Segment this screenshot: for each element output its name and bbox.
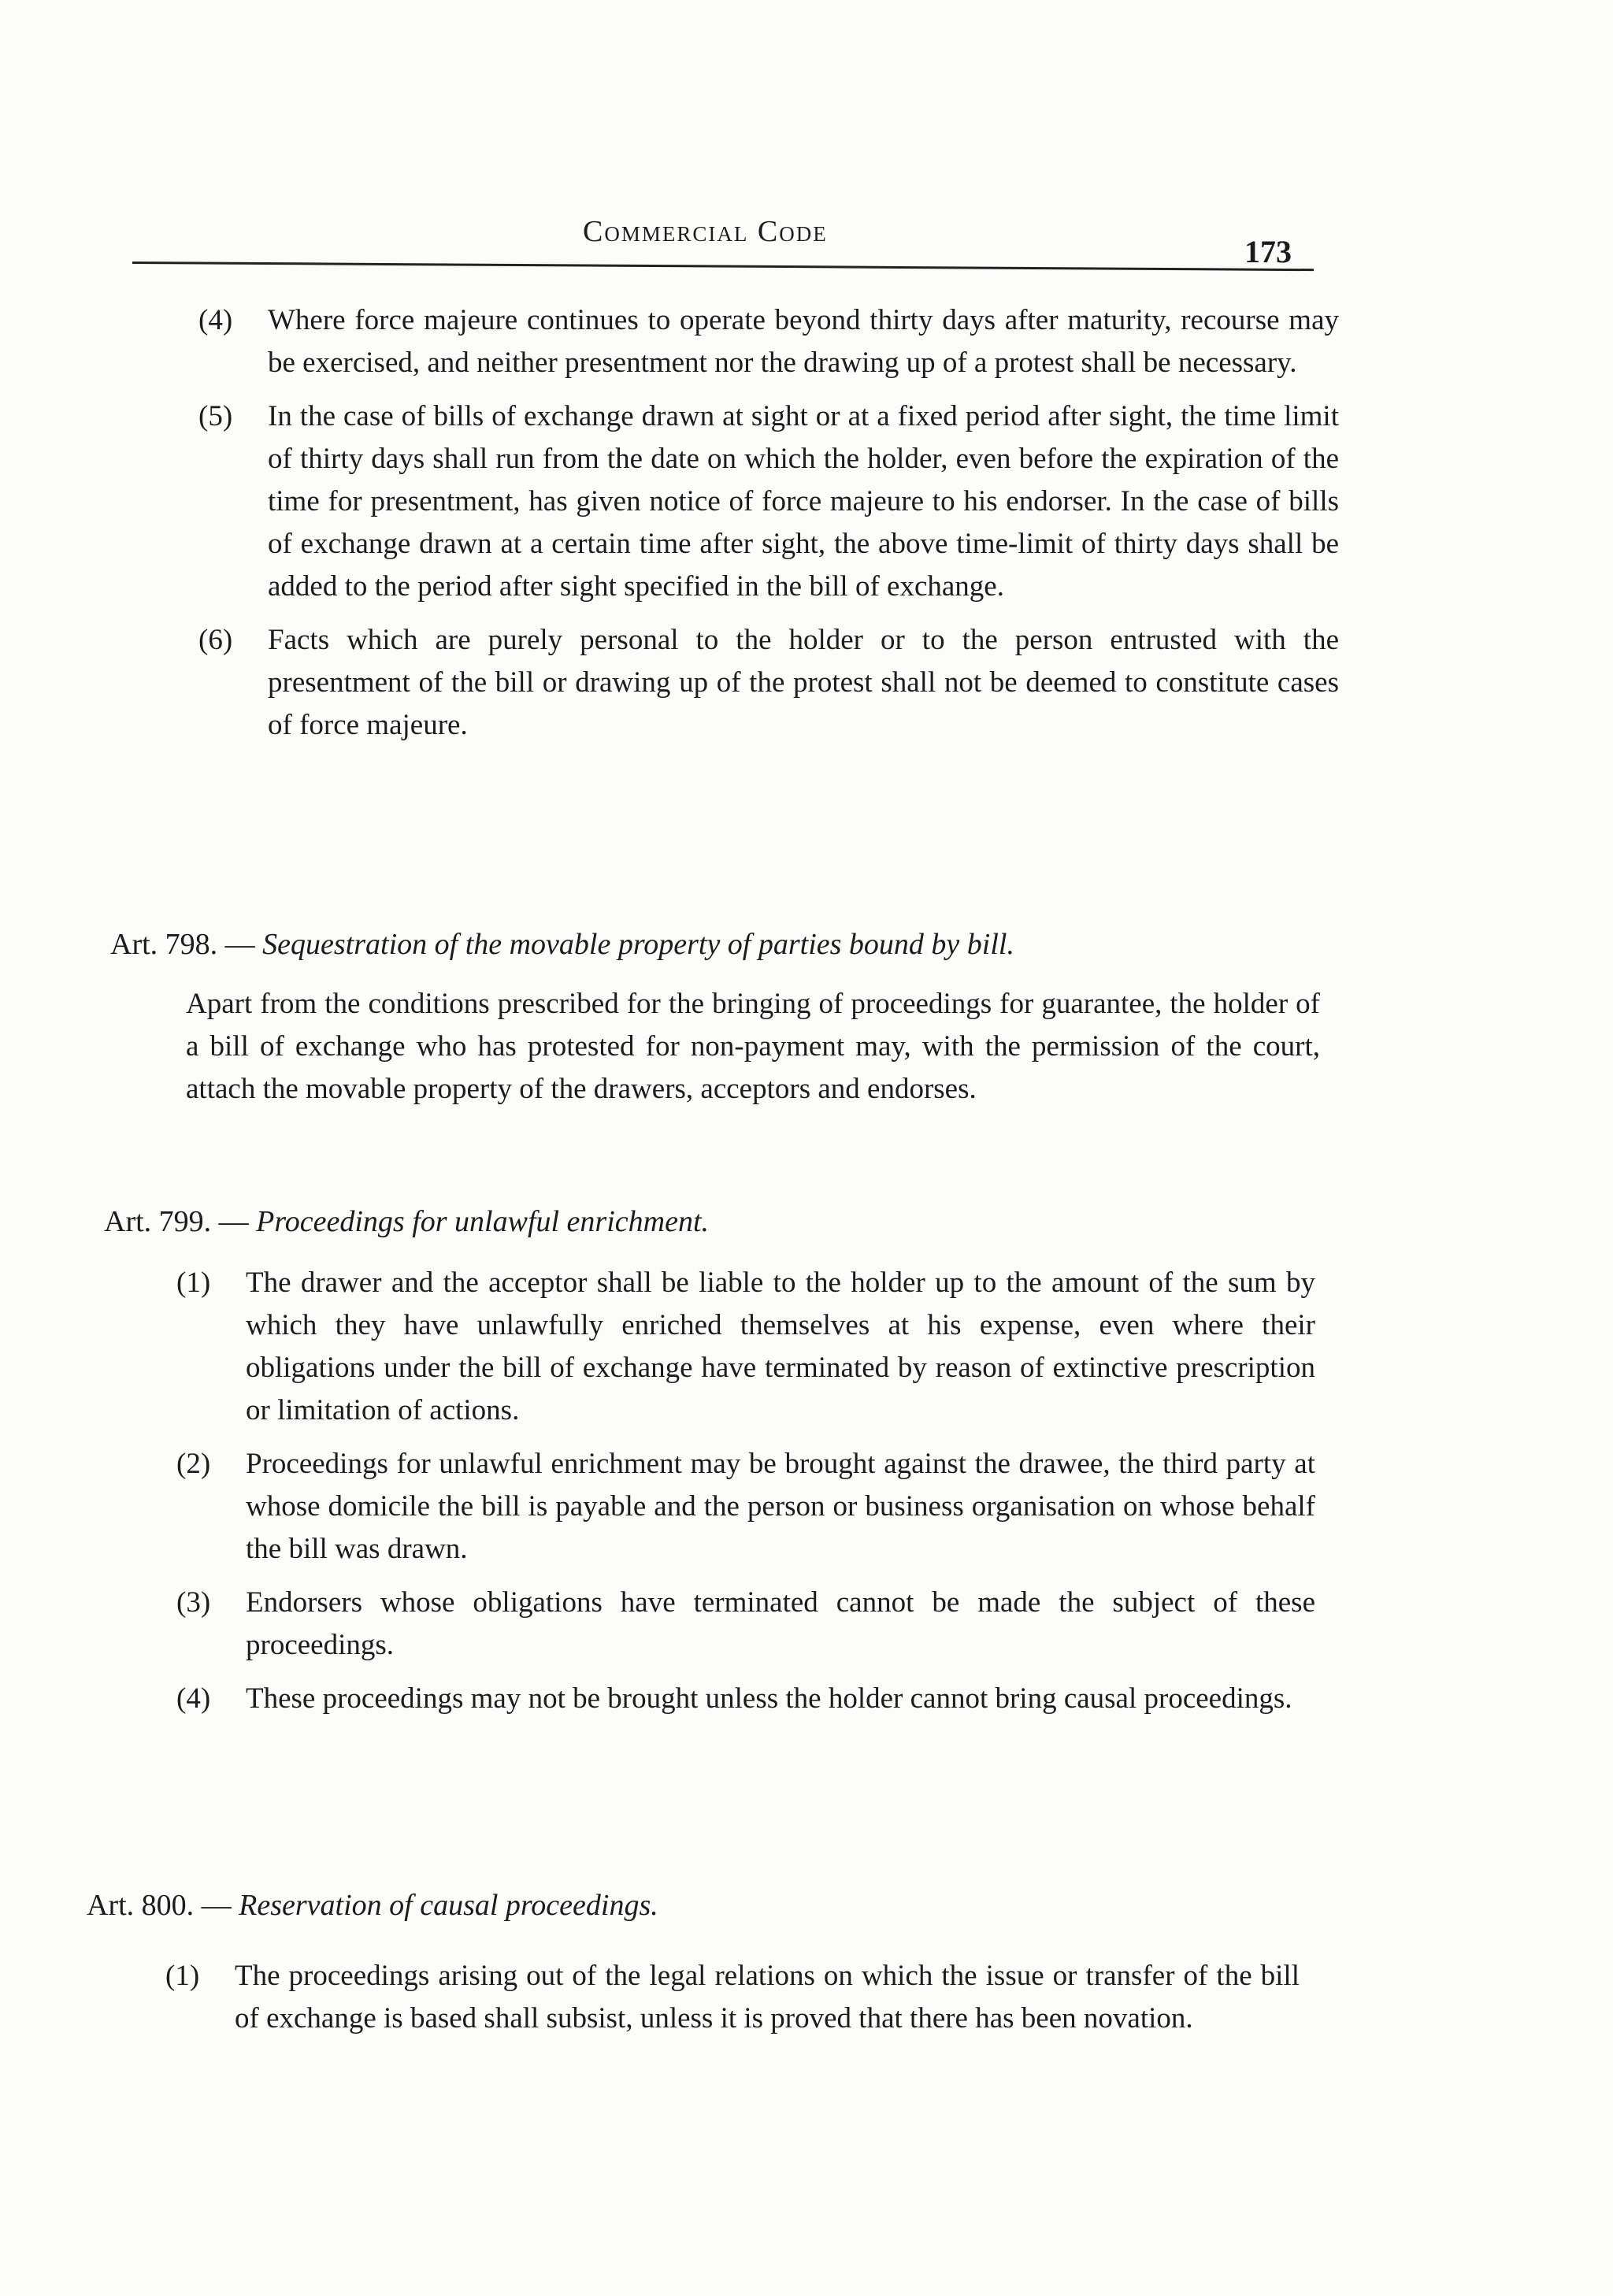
clause-6 — [198, 619, 1339, 747]
article-heading — [110, 923, 1320, 966]
clause-number: (5) — [198, 400, 233, 432]
clause-2 — [176, 1443, 1315, 1571]
article-label: Art. 800. — — [87, 1889, 232, 1922]
page-title: Commercial Code — [583, 215, 828, 248]
clause-number: (6) — [198, 624, 233, 656]
clause-text: Proceedings for unlawful enrichment may be brought against the drawee, the third party at whose domicile the bill is payable and the person or business organisation on whose behalf the bill was drawn. — [246, 1448, 1315, 1565]
article-heading — [104, 1200, 1315, 1243]
art797-continued — [198, 299, 1339, 747]
clause-text: Endorsers whose obligations have terminated cannot be made the subject of these proceedings. — [246, 1586, 1315, 1661]
clause-text: In the case of bills of exchange drawn at sight or at a fixed period after sight, the time limit of thirty days shall run from the date on which the holder, even before the expiration of the time for presentment, has given notice of force majeure to his endorser. In the case of bills of exchange drawn at a certain time after sight, the above time-limit of thirty days shall be added to the period after sight specified in the bill of exchange. — [268, 400, 1339, 603]
clause-text: The drawer and the acceptor shall be liable to the holder up to the amount of the sum by which they have unlawfully enriched themselves at his expense, even where their obligations under the bill of exchange have terminated by reason of extinctive prescription or limitation of actions. — [246, 1267, 1315, 1426]
clause-5 — [198, 395, 1339, 608]
clause-text: Facts which are purely personal to the holder or to the person entrusted with the presentment of the bill or drawing up of the protest shall not be deemed to constitute cases of force majeure. — [268, 624, 1339, 741]
clause-number: (3) — [176, 1586, 211, 1619]
clause-number: (1) — [165, 1960, 200, 1992]
article-title: Proceedings for unlawful enrichment. — [256, 1205, 709, 1238]
page-number: 173 — [1244, 234, 1292, 269]
clause-list — [165, 1955, 1300, 2040]
clause-number: (4) — [198, 304, 233, 336]
header-rule — [132, 261, 1314, 271]
clause-text: The proceedings arising out of the legal relations on which the issue or transfer of the bill of exchange is based shall subsist, unless it is proved that there has been novation. — [235, 1960, 1300, 2035]
article-label: Art. 799. — — [104, 1205, 249, 1238]
clause-number: (2) — [176, 1448, 211, 1480]
clause-text: These proceedings may not be brought unless the holder cannot bring causal proceedings. — [246, 1682, 1292, 1715]
clause-number: (4) — [176, 1682, 211, 1715]
clause-1 — [176, 1262, 1315, 1432]
clause-text: Where force majeure continues to operate beyond thirty days after maturity, recourse may be exercised, and neither presentment nor the drawing up of a protest shall be necessary. — [268, 304, 1339, 379]
clause-1 — [165, 1955, 1300, 2040]
article-text: Apart from the conditions prescribed for the bringing of proceedings for guarantee, the holder of a bill of exchange who has protested for non-payment may, with the permission of the court, attach the movable property of the drawers, acceptors and endorses. — [186, 988, 1320, 1105]
clause-4 — [176, 1678, 1315, 1720]
article-798 — [110, 923, 1320, 1111]
article-800 — [87, 1884, 1300, 2040]
article-heading — [87, 1884, 1300, 1927]
article-label: Art. 798. — — [110, 928, 255, 961]
clause-list — [176, 1262, 1315, 1720]
article-799 — [104, 1200, 1315, 1720]
article-title: Reservation of causal proceedings. — [239, 1889, 658, 1922]
clause-number: (1) — [176, 1267, 211, 1299]
article-title: Sequestration of the movable property of parties bound by bill. — [262, 928, 1014, 961]
clause-3 — [176, 1582, 1315, 1667]
clause-4 — [198, 299, 1339, 384]
